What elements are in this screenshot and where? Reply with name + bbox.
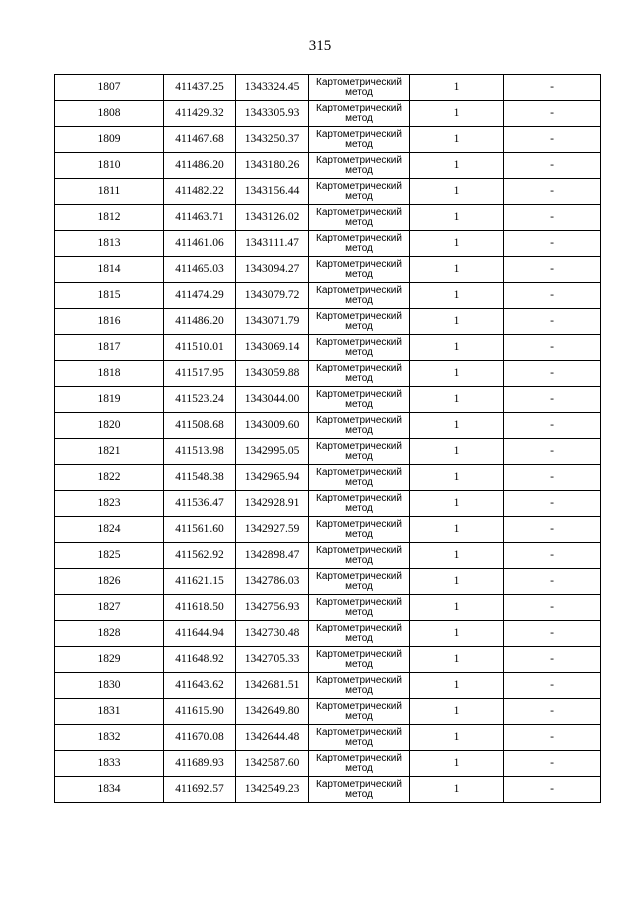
accuracy-cell: 1	[410, 231, 504, 257]
x-coordinate-cell: 411643.62	[164, 673, 236, 699]
note-cell: -	[504, 179, 601, 205]
note-cell: -	[504, 205, 601, 231]
note-cell: -	[504, 361, 601, 387]
note-cell: -	[504, 673, 601, 699]
x-coordinate-cell: 411548.38	[164, 465, 236, 491]
y-coordinate-cell: 1342587.60	[236, 751, 309, 777]
method-cell: Картометрический метод	[309, 101, 410, 127]
table-row	[55, 569, 601, 595]
note-cell: -	[504, 283, 601, 309]
accuracy-cell: 1	[410, 413, 504, 439]
y-coordinate-cell: 1342786.03	[236, 569, 309, 595]
accuracy-cell: 1	[410, 283, 504, 309]
method-cell: Картометрический метод	[309, 543, 410, 569]
note-cell: -	[504, 465, 601, 491]
method-cell: Картометрический метод	[309, 361, 410, 387]
accuracy-cell: 1	[410, 517, 504, 543]
method-cell: Картометрический метод	[309, 309, 410, 335]
note-cell: -	[504, 257, 601, 283]
x-coordinate-cell: 411482.22	[164, 179, 236, 205]
note-cell: -	[504, 751, 601, 777]
y-coordinate-cell: 1342644.48	[236, 725, 309, 751]
note-cell: -	[504, 569, 601, 595]
table-row	[55, 777, 601, 803]
y-coordinate-cell: 1342995.05	[236, 439, 309, 465]
point-number-cell: 1821	[55, 439, 164, 465]
x-coordinate-cell: 411517.95	[164, 361, 236, 387]
y-coordinate-cell: 1342549.23	[236, 777, 309, 803]
coordinates-table	[54, 74, 601, 803]
y-coordinate-cell: 1342730.48	[236, 621, 309, 647]
accuracy-cell: 1	[410, 647, 504, 673]
note-cell: -	[504, 101, 601, 127]
y-coordinate-cell: 1343324.45	[236, 75, 309, 101]
x-coordinate-cell: 411692.57	[164, 777, 236, 803]
table-row	[55, 283, 601, 309]
table-row	[55, 387, 601, 413]
point-number-cell: 1826	[55, 569, 164, 595]
method-cell: Картометрический метод	[309, 257, 410, 283]
accuracy-cell: 1	[410, 621, 504, 647]
note-cell: -	[504, 647, 601, 673]
y-coordinate-cell: 1343180.26	[236, 153, 309, 179]
y-coordinate-cell: 1342965.94	[236, 465, 309, 491]
x-coordinate-cell: 411474.29	[164, 283, 236, 309]
x-coordinate-cell: 411562.92	[164, 543, 236, 569]
accuracy-cell: 1	[410, 75, 504, 101]
x-coordinate-cell: 411536.47	[164, 491, 236, 517]
method-cell: Картометрический метод	[309, 413, 410, 439]
table-row	[55, 153, 601, 179]
table-row	[55, 751, 601, 777]
note-cell: -	[504, 595, 601, 621]
note-cell: -	[504, 309, 601, 335]
y-coordinate-cell: 1342928.91	[236, 491, 309, 517]
point-number-cell: 1830	[55, 673, 164, 699]
note-cell: -	[504, 777, 601, 803]
method-cell: Картометрический метод	[309, 153, 410, 179]
y-coordinate-cell: 1343071.79	[236, 309, 309, 335]
x-coordinate-cell: 411615.90	[164, 699, 236, 725]
accuracy-cell: 1	[410, 335, 504, 361]
point-number-cell: 1822	[55, 465, 164, 491]
accuracy-cell: 1	[410, 179, 504, 205]
accuracy-cell: 1	[410, 569, 504, 595]
method-cell: Картометрический метод	[309, 231, 410, 257]
table-row	[55, 699, 601, 725]
note-cell: -	[504, 231, 601, 257]
accuracy-cell: 1	[410, 751, 504, 777]
x-coordinate-cell: 411689.93	[164, 751, 236, 777]
point-number-cell: 1823	[55, 491, 164, 517]
x-coordinate-cell: 411437.25	[164, 75, 236, 101]
method-cell: Картометрический метод	[309, 647, 410, 673]
point-number-cell: 1816	[55, 309, 164, 335]
y-coordinate-cell: 1343126.02	[236, 205, 309, 231]
x-coordinate-cell: 411429.32	[164, 101, 236, 127]
method-cell: Картометрический метод	[309, 699, 410, 725]
y-coordinate-cell: 1343009.60	[236, 413, 309, 439]
point-number-cell: 1814	[55, 257, 164, 283]
x-coordinate-cell: 411618.50	[164, 595, 236, 621]
accuracy-cell: 1	[410, 205, 504, 231]
y-coordinate-cell: 1342705.33	[236, 647, 309, 673]
x-coordinate-cell: 411513.98	[164, 439, 236, 465]
method-cell: Картометрический метод	[309, 127, 410, 153]
accuracy-cell: 1	[410, 361, 504, 387]
accuracy-cell: 1	[410, 153, 504, 179]
table-row	[55, 231, 601, 257]
point-number-cell: 1819	[55, 387, 164, 413]
method-cell: Картометрический метод	[309, 335, 410, 361]
accuracy-cell: 1	[410, 387, 504, 413]
method-cell: Картометрический метод	[309, 465, 410, 491]
accuracy-cell: 1	[410, 257, 504, 283]
accuracy-cell: 1	[410, 127, 504, 153]
accuracy-cell: 1	[410, 543, 504, 569]
point-number-cell: 1813	[55, 231, 164, 257]
method-cell: Картометрический метод	[309, 491, 410, 517]
method-cell: Картометрический метод	[309, 439, 410, 465]
note-cell: -	[504, 75, 601, 101]
table-row	[55, 127, 601, 153]
accuracy-cell: 1	[410, 491, 504, 517]
method-cell: Картометрический метод	[309, 777, 410, 803]
x-coordinate-cell: 411486.20	[164, 309, 236, 335]
point-number-cell: 1815	[55, 283, 164, 309]
x-coordinate-cell: 411463.71	[164, 205, 236, 231]
table-row	[55, 621, 601, 647]
point-number-cell: 1812	[55, 205, 164, 231]
point-number-cell: 1825	[55, 543, 164, 569]
page-number: 315	[308, 38, 332, 54]
point-number-cell: 1831	[55, 699, 164, 725]
y-coordinate-cell: 1342681.51	[236, 673, 309, 699]
point-number-cell: 1827	[55, 595, 164, 621]
table-row	[55, 179, 601, 205]
x-coordinate-cell: 411523.24	[164, 387, 236, 413]
method-cell: Картометрический метод	[309, 595, 410, 621]
table-row	[55, 309, 601, 335]
accuracy-cell: 1	[410, 699, 504, 725]
y-coordinate-cell: 1343069.14	[236, 335, 309, 361]
accuracy-cell: 1	[410, 725, 504, 751]
note-cell: -	[504, 621, 601, 647]
method-cell: Картометрический метод	[309, 673, 410, 699]
point-number-cell: 1832	[55, 725, 164, 751]
accuracy-cell: 1	[410, 309, 504, 335]
x-coordinate-cell: 411486.20	[164, 153, 236, 179]
x-coordinate-cell: 411670.08	[164, 725, 236, 751]
point-number-cell: 1829	[55, 647, 164, 673]
table-row	[55, 205, 601, 231]
method-cell: Картометрический метод	[309, 569, 410, 595]
y-coordinate-cell: 1343059.88	[236, 361, 309, 387]
note-cell: -	[504, 517, 601, 543]
accuracy-cell: 1	[410, 439, 504, 465]
note-cell: -	[504, 335, 601, 361]
point-number-cell: 1834	[55, 777, 164, 803]
point-number-cell: 1824	[55, 517, 164, 543]
x-coordinate-cell: 411648.92	[164, 647, 236, 673]
y-coordinate-cell: 1343079.72	[236, 283, 309, 309]
y-coordinate-cell: 1343305.93	[236, 101, 309, 127]
point-number-cell: 1809	[55, 127, 164, 153]
y-coordinate-cell: 1342927.59	[236, 517, 309, 543]
table-row	[55, 257, 601, 283]
method-cell: Картометрический метод	[309, 179, 410, 205]
y-coordinate-cell: 1342649.80	[236, 699, 309, 725]
method-cell: Картометрический метод	[309, 725, 410, 751]
note-cell: -	[504, 725, 601, 751]
table-row	[55, 725, 601, 751]
note-cell: -	[504, 439, 601, 465]
note-cell: -	[504, 543, 601, 569]
table-row	[55, 491, 601, 517]
accuracy-cell: 1	[410, 673, 504, 699]
x-coordinate-cell: 411561.60	[164, 517, 236, 543]
table-row	[55, 465, 601, 491]
note-cell: -	[504, 491, 601, 517]
point-number-cell: 1817	[55, 335, 164, 361]
point-number-cell: 1810	[55, 153, 164, 179]
note-cell: -	[504, 413, 601, 439]
table-row	[55, 75, 601, 101]
x-coordinate-cell: 411510.01	[164, 335, 236, 361]
point-number-cell: 1818	[55, 361, 164, 387]
point-number-cell: 1811	[55, 179, 164, 205]
point-number-cell: 1807	[55, 75, 164, 101]
point-number-cell: 1820	[55, 413, 164, 439]
accuracy-cell: 1	[410, 777, 504, 803]
method-cell: Картометрический метод	[309, 751, 410, 777]
y-coordinate-cell: 1342898.47	[236, 543, 309, 569]
x-coordinate-cell: 411644.94	[164, 621, 236, 647]
note-cell: -	[504, 699, 601, 725]
method-cell: Картометрический метод	[309, 517, 410, 543]
y-coordinate-cell: 1343156.44	[236, 179, 309, 205]
point-number-cell: 1828	[55, 621, 164, 647]
table-row	[55, 673, 601, 699]
table-row	[55, 413, 601, 439]
table-row	[55, 439, 601, 465]
x-coordinate-cell: 411465.03	[164, 257, 236, 283]
note-cell: -	[504, 127, 601, 153]
y-coordinate-cell: 1343044.00	[236, 387, 309, 413]
x-coordinate-cell: 411621.15	[164, 569, 236, 595]
method-cell: Картометрический метод	[309, 205, 410, 231]
accuracy-cell: 1	[410, 595, 504, 621]
y-coordinate-cell: 1343111.47	[236, 231, 309, 257]
table-row	[55, 361, 601, 387]
point-number-cell: 1833	[55, 751, 164, 777]
method-cell: Картометрический метод	[309, 621, 410, 647]
y-coordinate-cell: 1343094.27	[236, 257, 309, 283]
method-cell: Картометрический метод	[309, 283, 410, 309]
table-row	[55, 101, 601, 127]
x-coordinate-cell: 411467.68	[164, 127, 236, 153]
table-row	[55, 595, 601, 621]
note-cell: -	[504, 153, 601, 179]
method-cell: Картометрический метод	[309, 387, 410, 413]
point-number-cell: 1808	[55, 101, 164, 127]
table-row	[55, 335, 601, 361]
table-row	[55, 517, 601, 543]
accuracy-cell: 1	[410, 101, 504, 127]
x-coordinate-cell: 411508.68	[164, 413, 236, 439]
table-row	[55, 647, 601, 673]
y-coordinate-cell: 1342756.93	[236, 595, 309, 621]
x-coordinate-cell: 411461.06	[164, 231, 236, 257]
accuracy-cell: 1	[410, 465, 504, 491]
table-row	[55, 543, 601, 569]
table-body	[55, 75, 601, 803]
y-coordinate-cell: 1343250.37	[236, 127, 309, 153]
note-cell: -	[504, 387, 601, 413]
method-cell: Картометрический метод	[309, 75, 410, 101]
